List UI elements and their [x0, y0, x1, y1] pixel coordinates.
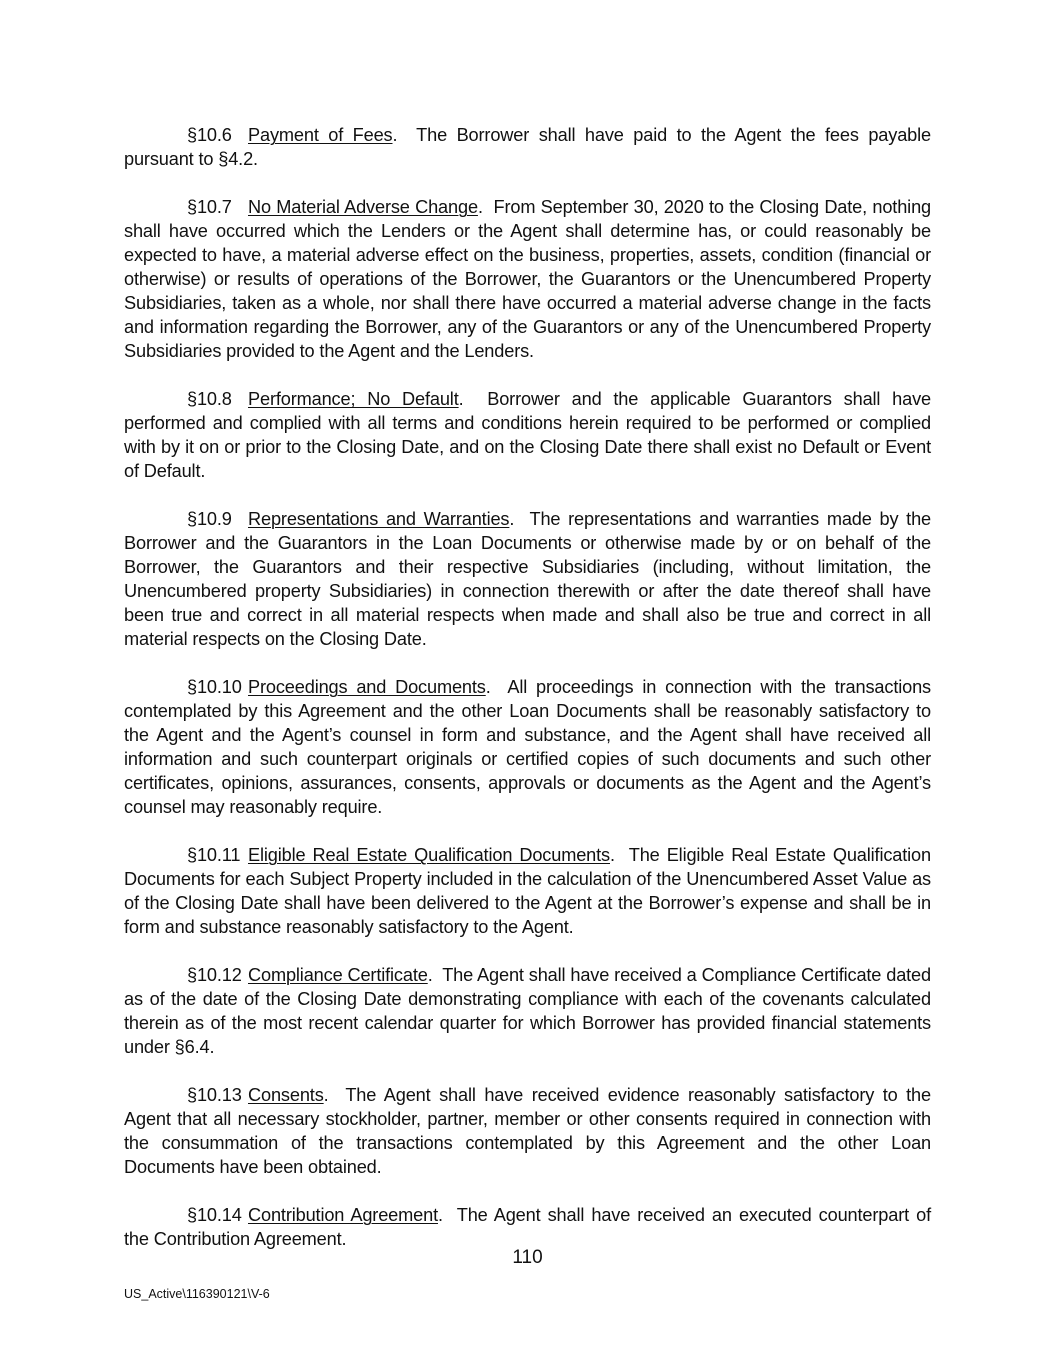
- section-number: §10.11: [187, 845, 241, 865]
- section-heading: No Material Adverse Change: [248, 197, 478, 217]
- document-page: [124, 123, 931, 1275]
- section-number: §10.9: [187, 509, 232, 529]
- section-heading: Contribution Agreement: [248, 1205, 438, 1225]
- section-heading: Proceedings and Documents: [248, 677, 486, 697]
- section-number: §10.12: [187, 965, 242, 985]
- section-number: §10.6: [187, 125, 232, 145]
- section-10-9: §10.9 Representations and Warranties. The representations and warranties made by the Borrower and the Guarantors in the Loan Documents or otherwise made by or on behalf of the Borrower, the Guarantors and their respective Subsidiaries (including, without limitation, the Unencumbered property Subsidiaries) in connection therewith or after the date thereof shall have been true and correct in all material respects when made and shall also be true and correct in all material respects on the Closing Date.: [124, 509, 931, 649]
- section-10-6: §10.6 Payment of Fees. The Borrower shall have paid to the Agent the fees payable pursuant to §4.2.: [124, 125, 931, 169]
- section-heading: Compliance Certificate: [248, 965, 428, 985]
- section-10-11: §10.11 Eligible Real Estate Qualification Documents. The Eligible Real Estate Qualification Documents for each Subject Property included in the calculation of the Unencumbered Asset Value as of the Closing Date shall have been delivered to the Agent at the Borrower’s expense and shall be in form and substance reasonably satisfactory to the Agent.: [124, 845, 931, 937]
- section-body: From September 30, 2020 to the Closing Date, nothing shall have occurred which the Lenders or the Agent shall determine has, or could reasonably be expected to have, a material adverse effect on the business, properties, assets, condition (financial or otherwise) or results of operations of the Borrower, the Guarantors or the Unencumbered Property Subsidiaries, taken as a whole, nor shall there have occurred a material adverse change in the facts and information regarding the Borrower, any of the Guarantors or any of the Unencumbered Property Subsidiaries provided to the Agent and the Lenders.: [124, 197, 931, 361]
- section-number: §10.10: [187, 677, 242, 697]
- section-body: The Agent shall have received a Compliance Certificate dated as of the date of the Closing Date demonstrating compliance with each of the covenants calculated therein as of the most recent calendar quarter for which Borrower has provided financial statements under §6.4.: [124, 965, 931, 1057]
- section-body: The Agent shall have received evidence reasonably satisfactory to the Agent that all necessary stockholder, partner, member or other consents required in connection with the consummation of the transactions contemplated by this Agreement and the other Loan Documents have been obtained.: [124, 1085, 931, 1177]
- section-number: §10.7: [187, 197, 232, 217]
- section-body: The representations and warranties made by the Borrower and the Guarantors in the Loan Documents or otherwise made by or on behalf of the Borrower, the Guarantors and their respective Subsidiaries (including, without limitation, the Unencumbered property Subsidiaries) in connection therewith or after the date thereof shall have been true and correct in all material respects when made and shall also be true and correct in all material respects on the Closing Date.: [124, 509, 931, 649]
- section-heading: Consents: [248, 1085, 324, 1105]
- section-10-14: §10.14 Contribution Agreement. The Agent shall have received an executed counterpart of the Contribution Agreement.: [124, 1205, 931, 1249]
- page-number: 110: [512, 1247, 543, 1268]
- document-footer-id: US_Active\116390121\V-6: [124, 1287, 270, 1301]
- section-10-10: §10.10 Proceedings and Documents. All proceedings in connection with the transactions contemplated by this Agreement and the other Loan Documents shall be reasonably satisfactory to the Agent and the Agent’s counsel in form and substance, and the Agent shall have received all information and such counterpart originals or certified copies of such documents and such other certificates, opinions, assurances, consents, approvals or documents as the Agent and the Agent’s counsel may reasonably require.: [124, 677, 931, 817]
- section-heading: Performance; No Default: [248, 389, 459, 409]
- section-number: §10.13: [187, 1085, 242, 1105]
- section-body: All proceedings in connection with the transactions contemplated by this Agreement and the other Loan Documents shall be reasonably satisfactory to the Agent and the Agent’s counsel in form and substance, and the Agent shall have received all information and such counterpart originals or certified copies of such documents and such other certificates, opinions, assurances, consents, approvals or documents as the Agent and the Agent’s counsel may reasonably require.: [124, 677, 931, 817]
- section-heading: Representations and Warranties: [248, 509, 510, 529]
- section-heading: Payment of Fees: [248, 125, 393, 145]
- section-number: §10.8: [187, 389, 232, 409]
- section-10-12: §10.12 Compliance Certificate. The Agent shall have received a Compliance Certificate dated as of the date of the Closing Date demonstrating compliance with each of the covenants calculated therein as of the most recent calendar quarter for which Borrower has provided financial statements under §6.4.: [124, 965, 931, 1057]
- section-body: Borrower and the applicable Guarantors shall have performed and complied with all terms and conditions herein required to be performed or complied with by it on or prior to the Closing Date, and on the Closing Date there shall exist no Default or Event of Default.: [124, 389, 932, 481]
- section-10-13: §10.13 Consents. The Agent shall have received evidence reasonably satisfactory to the Agent that all necessary stockholder, partner, member or other consents required in connection with the consummation of the transactions contemplated by this Agreement and the other Loan Documents have been obtained.: [124, 1085, 931, 1177]
- section-body: The Borrower shall have paid to the Agent the fees payable pursuant to §4.2.: [124, 125, 931, 169]
- section-body: The Agent shall have received an executed counterpart of the Contribution Agreement.: [124, 1205, 931, 1249]
- section-body: The Eligible Real Estate Qualification Documents for each Subject Property included in the calculation of the Unencumbered Asset Value as of the Closing Date shall have been delivered to the Agent at the Borrower’s expense and shall be in form and substance reasonably satisfactory to the Agent.: [124, 845, 931, 937]
- section-heading: Eligible Real Estate Qualification Documents: [248, 845, 610, 865]
- section-number: §10.14: [187, 1205, 242, 1225]
- section-10-8: §10.8 Performance; No Default. Borrower and the applicable Guarantors shall have performed and complied with all terms and conditions herein required to be performed or complied with by it on or prior to the Closing Date, and on the Closing Date there shall exist no Default or Event of Default.: [124, 389, 932, 481]
- section-10-7: §10.7 No Material Adverse Change. From September 30, 2020 to the Closing Date, nothing shall have occurred which the Lenders or the Agent shall determine has, or could reasonably be expected to have, a material adverse effect on the business, properties, assets, condition (financial or otherwise) or results of operations of the Borrower, the Guarantors or the Unencumbered Property Subsidiaries, taken as a whole, nor shall there have occurred a material adverse change in the facts and information regarding the Borrower, any of the Guarantors or any of the Unencumbered Property Subsidiaries provided to the Agent and the Lenders.: [124, 197, 931, 361]
